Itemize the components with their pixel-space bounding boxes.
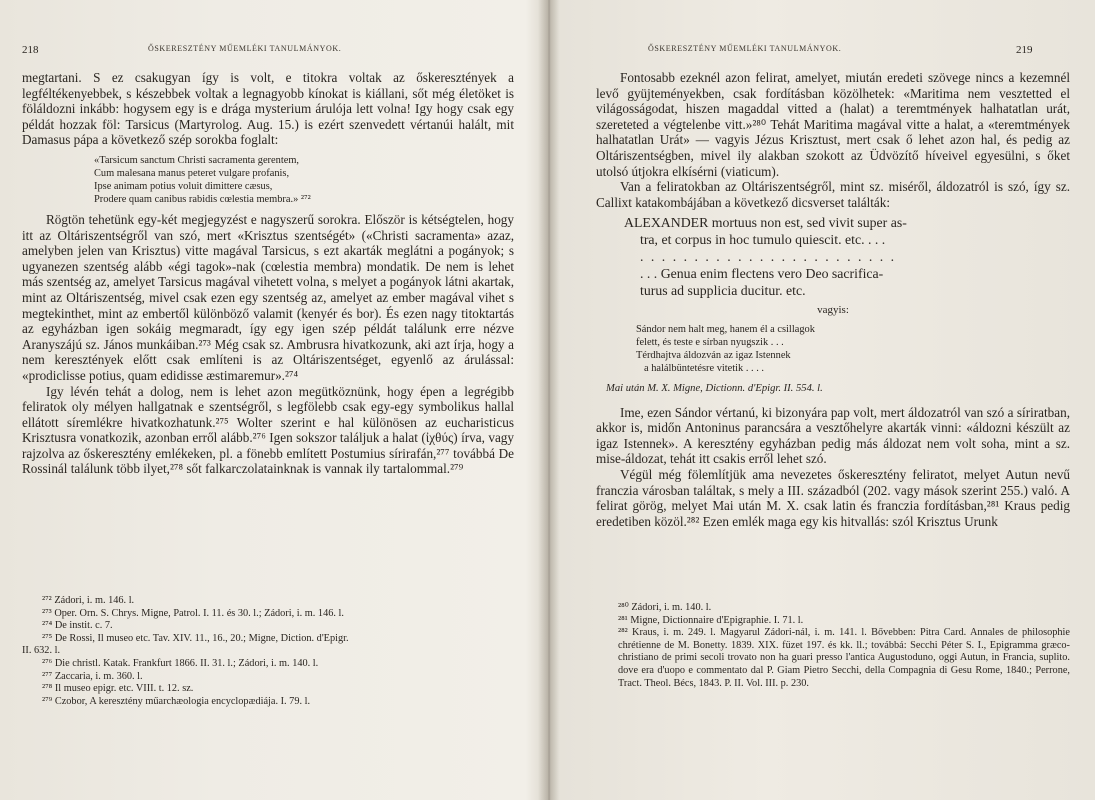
footnote: ²⁸² Kraus, i. m. 249. l. Magyarul Zádori-nál, i. m. 141. l. Bővebben: Pitra Card. Annales de philosophie chrétienne de M. Bonetty. 1839. XIX. füzet 197. és kk. ll.; továbbá: Secchi Péter S. I., Epigramma græco-christiano de primi secoli trovato non ha guari presso l'antica Augustoduno, oggi Autun, in Francia, suplito. dove era d'uopo e commentato dal P. Giam Pietro Secchi, della Compagnia di Gesu Rome, 1840.; Perrone, Tract. Theol. Bécs, 1843. P. II. Vol. III. p. 230.: [618, 627, 1070, 689]
footnote: ²⁷⁴ De instit. c. 7.: [42, 620, 113, 632]
footnote: ²⁷⁹ Czobor, A keresztény műarchæologia encyclopædiája. I. 79. l.: [42, 695, 311, 707]
translation-line: Térdhajtva áldozván az igaz Istennek: [636, 349, 791, 361]
citation: Mai után M. X. Migne, Dictionn. d'Epigr. II. 554. l.: [606, 382, 823, 394]
paragraph: Ime, ezen Sándor vértanú, ki bizonyára pap volt, mert áldozatról van szó a síriratban, akkor is, midőn Antoninus parancsára a vesztőhelyre akarták vinni: «áldozni készült az igaz Istennek». A keresztény egyházban pedig más áldozat nem volt soha, mint a sz. mise-áldozat, tehát itt csakis erről lehet szó.: [596, 404, 1070, 467]
running-head: ŐSKERESZTÉNY MŰEMLÉKI TANULMÁNYOK.: [648, 44, 842, 53]
right-footnotes: [618, 602, 1070, 690]
footnote: ²⁷⁵ De Rossi, Il museo etc. Tav. XIV. 11., 16., 20.; Migne, Diction. d'Epigr.: [42, 632, 349, 644]
footnote: ²⁷² Zádori, i. m. 146. l.: [42, 595, 135, 606]
verse-line: «Tarsicum sanctum Christi sacramenta gerentem,: [94, 154, 299, 166]
footnote: ²⁸¹ Migne, Dictionnaire d'Epigraphie. I. 71. l.: [618, 614, 804, 626]
epitaph-line: turus ad supplicia ducitur. etc.: [640, 283, 806, 299]
page-number: 219: [1016, 44, 1033, 56]
latin-verse: [94, 154, 514, 206]
epitaph-line: ALEXANDER mortuus non est, sed vivit super as-: [624, 215, 907, 231]
footnote: ²⁷⁸ Il museo epigr. etc. VIII. t. 12. sz.: [42, 683, 194, 695]
paragraph: Fontosabb ezeknél azon felirat, amelyet, miután eredeti szövege nincs a kezemnél levő gyüjteményekben, csak fordításban közölhetek: «Maritima nem vesztetted el világosságodat, hiszen magaddal vitted a (halat) a teremtmények halhatatlan urát, szereteted a végtelenbe vitt.»²⁸⁰ Tehát Maritima magával vitte a halat, a «teremtmények halhatatlan Urát» — vagyis Jézus Krisztust, mert csak ő lehet azon hal, és pedig az Oltáriszentségben, mivel ily alakban szokott az Üdvözítő híveivel egyesülni, s őket utolsó útjokra elkísérni (viaticum).: [596, 70, 1070, 179]
footnote: ²⁸⁰ Zádori, i. m. 140. l.: [618, 602, 712, 613]
right-body-text: [596, 70, 1070, 529]
footnote: ²⁷⁶ Die christl. Katak. Frankfurt 1866. II. 31. l.; Zádori, i. m. 140. l.: [42, 657, 319, 669]
paragraph: Igy lévén tehát a dolog, nem is lehet azon megütköznünk, hogy épen a legrégibb feliratok oly mélyen hallgatnak e szentségről, s legfölebb csak egy-egy symbolikus hallal ellátott síremlékre hivatkozhatunk.²⁷⁵ Wolter szerint e hal különösen az eucharisticus Krisztusra vonatkozik, azonban erről alább.²⁷⁶ Igen sokszor találjuk a halat (ἰχθύς) írva, vagy rajzolva az őskeresztény emlékeken, pl. a fönebb említett Postumius sírirafán,²⁷⁷ továbbá De Rossinál találunk több ilyet,²⁷⁸ sőt falkarczolatainknak is vannak ily tartalommal.²⁷⁹: [22, 383, 514, 477]
footnote: II. 632. l.: [22, 645, 61, 657]
page-number: 218: [22, 44, 39, 56]
epitaph-line: . . . Genua enim flectens vero Deo sacrifica-: [640, 266, 884, 282]
right-page: [548, 0, 1095, 800]
left-footnotes: [22, 595, 512, 708]
left-body-text: [22, 70, 514, 477]
translation-line: Sándor nem halt meg, hanem él a csillagok: [636, 323, 815, 335]
translation-line: a halálbüntetésre vitetik . . . .: [644, 362, 765, 374]
latin-epitaph: [624, 214, 1070, 299]
footnote: ²⁷⁷ Zaccaria, i. m. 360. l.: [42, 670, 143, 682]
running-head: ŐSKERESZTÉNY MŰEMLÉKI TANULMÁNYOK.: [148, 44, 342, 53]
paragraph: megtartani. S ez csakugyan így is volt, e titokra voltak az őskeresztények a legféltékenyebbek, s készebbek voltak a legnagyobb kínokat is kiállani, sőt még életöket is föláldozni inkább: hogysem egy is e drága mysterium árulója lett volna! Igy hogy csak egy példát hozzak föl: Tarsicus (Martyrolog. Aug. 15.) is ezért szenvedett vértanúi halált, mit Damasus pápa a következő szép sorokba foglalt:: [22, 70, 514, 148]
epitaph-line: . . . . . . . . . . . . . . . . . . . . . . . .: [640, 249, 897, 265]
footnote: ²⁷³ Oper. Orn. S. Chrys. Migne, Patrol. I. 11. és 30. l.; Zádori, i. m. 146. l.: [42, 607, 344, 619]
epitaph-line: tra, et corpus in hoc tumulo quiescit. etc. . . .: [640, 232, 886, 248]
verse-line: Ipse animam potius voluit dimittere cæsus,: [94, 180, 273, 192]
paragraph: Rögtön tehetünk egy-két megjegyzést e nagyszerű sorokra. Először is kétségtelen, hogy itt az Oltáriszentségről van szó, mert «Krisztus szentségét» («Christi sacramenta» azaz, amelyben jelen van Krisztus) vitte magával Tarsicus, s ezt akarták meglátni a pogányok; s ugyanezen szentség alább «égi tagok»-nak (cœlestia membra) mondatik. De nem is lehet más szentség az, amelyet Tarsicus magával vihetett volna, s melyet a pogányok látni akartak, mint az Oltáriszentség, mivel csak ezen egy szentség az, amelyet az ember magával vihet s megtekinthet, mint az embertől különböző valamit (kenyér és bor). És ezen nagy titoktartás az egyházban igen sokáig megmaradt, így egy igen szép példát találunk erre nézve Aranyszájú sz. János munkáiban.²⁷³ Még csak sz. Ambrusra hivatkozunk, aki azt írja, hogy a nem keresztények előtt csak említeni is az Oltáriszentséget, egyenlő az árulással: «prodiclisse potius, quam edidisse æstimaremur».²⁷⁴: [22, 211, 514, 383]
verse-line: Cum malesana manus peteret vulgare profanis,: [94, 167, 290, 179]
paragraph: Végül még fölemlítjük ama nevezetes őskeresztény feliratot, melyet Autun nevű franczia városban találtak, s mely a III. századból (202. vagy mások szerint 255.) való. A felirat görög, melyet Mai után M. X. csak latin és franczia fordításban,²⁸¹ Kraus pedig eredetiben közöl.²⁸² Ezen emlék maga egy kis hitvallás: szól Krisztus Urunk: [596, 466, 1070, 529]
translation-line: felett, és teste e sírban nyugszik . . .: [636, 336, 784, 348]
verse-line: Prodere quam canibus rabidis cœlestia membra.» ²⁷²: [94, 193, 311, 205]
hungarian-translation: [636, 323, 1070, 375]
vagyis-label: vagyis:: [817, 304, 849, 317]
paragraph: Van a feliratokban az Oltáriszentségről, mint sz. miséről, áldozatról is szó, így sz. Callixt katakombájában a következő dicsverset találták:: [596, 179, 1070, 210]
